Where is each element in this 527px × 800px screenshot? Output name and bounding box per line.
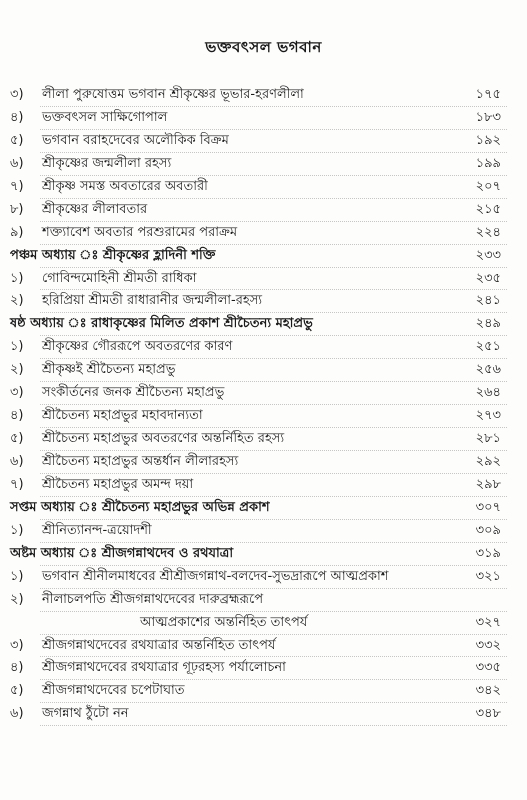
toc-entry-row xyxy=(0,680,527,703)
entry-number: ৬) xyxy=(10,155,24,171)
page-number: ১৮৩ xyxy=(475,109,501,125)
entry-number: ২) xyxy=(10,591,24,607)
toc-entry-row xyxy=(0,84,527,107)
toc-entry-row xyxy=(0,474,527,497)
chapter-title: ষষ্ঠ অধ্যায় ঃ রাধাকৃষ্ণের মিলিত প্রকাশ শ্রীচৈতন্য মহাপ্রভু xyxy=(10,316,313,332)
entry-title: ভগবান শ্রীনীলমাধবের শ্রীশ্রীজগন্নাথ-বলদেব-সুভদ্রারূপে আত্মপ্রকাশ xyxy=(42,568,389,584)
entry-title: শ্রীকৃষ্ণই শ্রীচৈতন্য মহাপ্রভু xyxy=(42,362,176,378)
entry-title: আত্মপ্রকাশের অন্তর্নিহিত তাৎপর্য xyxy=(140,614,308,630)
toc-entry-row xyxy=(0,268,527,291)
entry-title: শ্রীজগন্নাথদেবের চপেটাঘাত xyxy=(42,683,185,699)
entry-number: ৫) xyxy=(10,683,24,699)
page-number: ৩২১ xyxy=(475,568,501,584)
table-of-contents xyxy=(0,84,527,726)
page-number: ৩৩৫ xyxy=(475,660,501,676)
toc-entry-row xyxy=(0,290,527,313)
page-number: ১৯২ xyxy=(475,132,501,148)
toc-entry-row xyxy=(0,520,527,543)
entry-number: ৮) xyxy=(10,201,24,217)
page-number: ৩৪৮ xyxy=(475,706,501,722)
running-title: ভক্তবৎসল ভগবান xyxy=(205,38,322,56)
toc-entry-row xyxy=(0,359,527,382)
entry-title: গোবিন্দমোহিনী শ্রীমতী রাধিকা xyxy=(42,270,197,286)
toc-entry-row xyxy=(0,199,527,222)
entry-number: ৯) xyxy=(10,224,24,240)
entry-title: শ্রীজগন্নাথদেবের রথযাত্রার অন্তর্নিহিত তাৎপর্য xyxy=(42,637,276,653)
entry-title: শ্রীকৃষ্ণের লীলাবতার xyxy=(42,201,148,217)
entry-number: ৫) xyxy=(10,132,24,148)
page-number: ৩০৭ xyxy=(475,499,501,515)
entry-title: লীলা পুরুষোত্তম ভগবান শ্রীকৃষ্ণের ভূভার-হরণলীলা xyxy=(42,87,304,102)
entry-title: নীলাচলপতি শ্রীজগন্নাথদেবের দারুব্রহ্মরূপে xyxy=(42,591,264,607)
chapter-heading-row xyxy=(0,245,527,268)
page-number: ২৫১ xyxy=(475,339,501,355)
entry-title: শ্রীকৃষ্ণের জন্মলীলা রহস্য xyxy=(42,155,172,171)
entry-title: শ্রীচৈতন্য মহাপ্রভুর মহাবদান্যতা xyxy=(42,408,203,424)
page-number: ২৪৯ xyxy=(475,316,501,332)
entry-title: শ্রীচৈতন্য মহাপ্রভুর অমন্দ দয়া xyxy=(42,476,194,492)
row-divider xyxy=(40,725,507,726)
entry-number: ৭) xyxy=(10,178,24,194)
entry-number: ১) xyxy=(10,270,24,286)
entry-number: ৪) xyxy=(10,408,24,424)
entry-number: ২) xyxy=(10,362,24,378)
entry-title: শ্রীচৈতন্য মহাপ্রভুর অন্তর্ধান লীলারহস্য xyxy=(42,454,239,469)
chapter-heading-row xyxy=(0,313,527,336)
entry-number: ১) xyxy=(10,568,24,584)
toc-entry-row xyxy=(0,589,527,612)
page-number: ৩৩২ xyxy=(475,637,501,653)
page-number: ২৯২ xyxy=(475,454,501,469)
toc-entry-row xyxy=(0,703,527,726)
entry-number: ২) xyxy=(10,293,24,309)
toc-entry-row xyxy=(0,657,527,680)
page-number: ২৮১ xyxy=(475,431,501,447)
page-number: ২২৪ xyxy=(475,224,501,240)
page-number: ২১৫ xyxy=(475,201,501,217)
entry-number: ৫) xyxy=(10,431,24,447)
toc-entry-row xyxy=(0,107,527,130)
toc-entry-row xyxy=(0,153,527,176)
entry-number: ৩) xyxy=(10,385,24,401)
entry-title: শক্ত্যাবেশ অবতার পরশুরামের পরাক্রম xyxy=(42,224,238,240)
entry-number: ৪) xyxy=(10,109,24,125)
page-number: ২৫৬ xyxy=(475,362,501,378)
page-number: ২৩৫ xyxy=(475,270,501,286)
toc-entry-row xyxy=(0,336,527,359)
entry-number: ৪) xyxy=(10,660,24,676)
entry-number: ৭) xyxy=(10,476,24,492)
entry-title: শ্রীকৃষ্ণ সমস্ত অবতারের অবতারী xyxy=(42,178,208,194)
chapter-heading-row xyxy=(0,543,527,566)
page-number: ৩০৯ xyxy=(475,522,501,538)
page-number: ৩২৭ xyxy=(475,614,501,630)
toc-entry-row xyxy=(0,405,527,428)
entry-title: শ্রীনিত্যানন্দ-ত্রয়োদশী xyxy=(42,522,152,538)
toc-entry-row xyxy=(0,176,527,199)
chapter-title: পঞ্চম অধ্যায় ঃ শ্রীকৃষ্ণের হ্লাদিনী শক্তি xyxy=(10,247,216,263)
page-number: ২৯৮ xyxy=(475,476,501,492)
entry-title: সংকীর্তনের জনক শ্রীচৈতন্য মহাপ্রভু xyxy=(42,385,225,401)
chapter-title: অষ্টম অধ্যায় ঃ শ্রীজগন্নাথদেব ও রথযাত্রা xyxy=(10,545,234,561)
entry-title: ভগবান বরাহদেবের অলৌকিক বিক্রম xyxy=(42,132,229,148)
page-number: ২৭৩ xyxy=(475,408,501,424)
chapter-title: সপ্তম অধ্যায় ঃ শ্রীচৈতন্য মহাপ্রভুর অভিন্ন প্রকাশ xyxy=(10,499,270,515)
entry-title: শ্রীজগন্নাথদেবের রথযাত্রার গূঢ়রহস্য পর্যালোচনা xyxy=(42,660,286,676)
entry-title: শ্রীচৈতন্য মহাপ্রভুর অবতরণের অন্তর্নিহিত রহস্য xyxy=(42,431,285,447)
entry-number: ১) xyxy=(10,522,24,538)
toc-entry-row xyxy=(0,428,527,451)
entry-number: ৬) xyxy=(10,454,24,469)
toc-entry-row xyxy=(0,612,527,635)
page-number: ২৪১ xyxy=(475,293,501,309)
entry-number: ৩) xyxy=(10,637,24,653)
toc-entry-row xyxy=(0,382,527,405)
toc-entry-row xyxy=(0,635,527,658)
entry-title: শ্রীকৃষ্ণের গৌররূপে অবতরণের কারণ xyxy=(42,339,233,355)
page-number: ৩১৯ xyxy=(475,545,501,561)
toc-entry-row xyxy=(0,130,527,153)
page-number: ১৯৯ xyxy=(475,155,501,171)
page-number: ৩৪২ xyxy=(475,683,501,699)
page-number: ২০৭ xyxy=(475,178,501,194)
toc-entry-row xyxy=(0,566,527,589)
chapter-heading-row xyxy=(0,497,527,520)
page-number: ২৬৪ xyxy=(475,385,501,401)
entry-title: ভক্তবৎসল সাক্ষিগোপাল xyxy=(42,109,168,125)
page-number: ২৩৩ xyxy=(475,247,501,263)
entry-title: হরিপ্রিয়া শ্রীমতী রাধারানীর জন্মলীলা-রহস্য xyxy=(42,293,263,309)
entry-number: ৩) xyxy=(10,87,24,102)
entry-title: জগন্নাথ ঠুঁটো নন xyxy=(42,706,129,722)
toc-entry-row xyxy=(0,222,527,245)
entry-number: ৬) xyxy=(10,706,24,722)
entry-number: ১) xyxy=(10,339,24,355)
page-number: ১৭৫ xyxy=(475,87,501,102)
toc-entry-row xyxy=(0,451,527,474)
